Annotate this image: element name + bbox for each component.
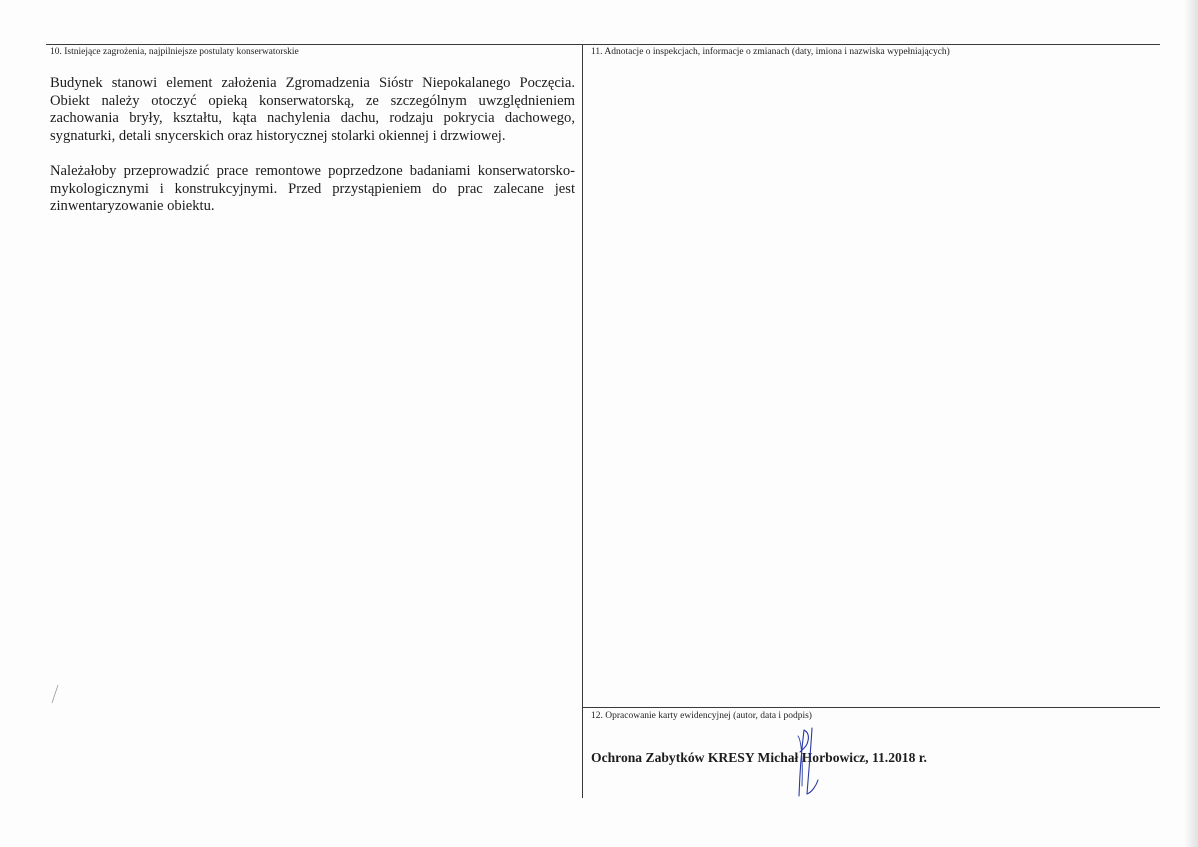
section11-header: 11. Adnotacje o inspekcjach, informacje o zmianach (daty, imiona i nazwiska wypełniających) bbox=[591, 47, 950, 57]
section12-rule bbox=[582, 707, 1160, 708]
scan-edge-shadow bbox=[1184, 0, 1198, 847]
section10-paragraph-2: Należałoby przeprowadzić prace remontowe poprzedzone badaniami konserwatorsko- mykologicznymi i konstrukcyjnymi. Przed przystąpieniem do prac zalecane jest zinwentaryzowanie obiektu. bbox=[50, 162, 575, 215]
column-divider bbox=[582, 44, 583, 798]
handwritten-signature bbox=[790, 726, 830, 800]
stray-pen-mark bbox=[50, 684, 60, 704]
section10-header: 10. Istniejące zagrożenia, najpilniejsze postulaty konserwatorskie bbox=[50, 47, 299, 57]
section10-body bbox=[50, 75, 575, 216]
author-line: Ochrona Zabytków KRESY Michał Horbowicz, 11.2018 r. bbox=[591, 750, 927, 765]
section10-paragraph-1: Budynek stanowi element założenia Zgromadzenia Sióstr Niepokalanego Poczęcia. Obiekt należy otoczyć opieką konserwatorską, ze szczególnym uwzględnieniem zachowania bryły, kształtu, kąta nachylenia dachu, rodzaju pokrycia dachowego, sygnaturki, detali snycerskich oraz historycznej stolarki okiennej i drzwiowej. bbox=[50, 75, 575, 144]
section12-header: 12. Opracowanie karty ewidencyjnej (autor, data i podpis) bbox=[591, 711, 812, 721]
top-rule bbox=[46, 44, 1160, 45]
